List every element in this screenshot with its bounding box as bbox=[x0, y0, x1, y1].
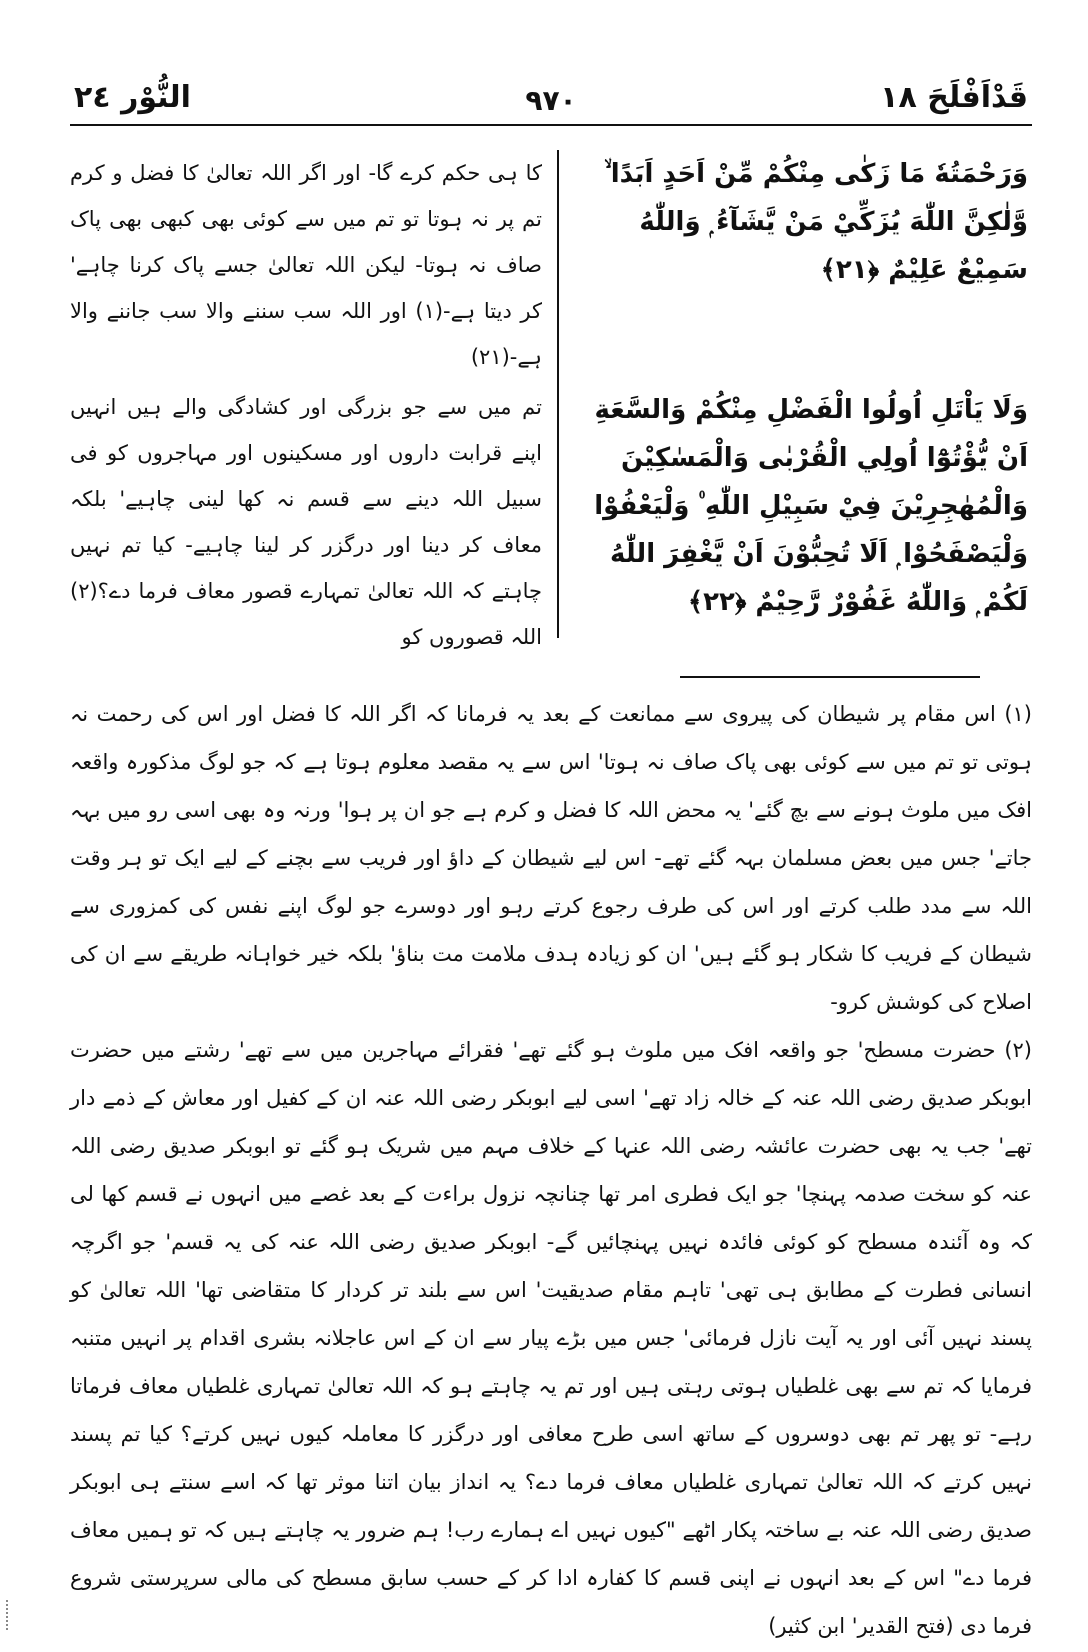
juz-title: قَدْاَفْلَحَ ١٨ bbox=[880, 80, 1028, 115]
arabic-verse-22: وَلَا يَاْتَلِ اُولُوا الْفَضْلِ مِنْكُمْ وَالسَّعَةِ اَنْ يُّؤْتُوْٓا اُولِي الْقُرْبٰى وَالْمَسٰكِيْنَ وَالْمُهٰجِرِيْنَ فِيْ سَبِيْلِ اللّٰهِ ۠ وَلْيَعْفُوْا وَلْيَصْفَحُوْا ۭ اَلَا تُحِبُّوْنَ اَنْ يَّغْفِرَ اللّٰهُ لَكُمْ ۭ وَاللّٰهُ غَفُوْرٌ رَّحِيْمٌ ﴿٢٢﴾ bbox=[594, 395, 1028, 617]
footnotes bbox=[70, 690, 1032, 1650]
footnote-divider bbox=[680, 676, 980, 678]
arabic-verse-21: وَرَحْمَتُهٗ مَا زَكٰى مِنْكُمْ مِّنْ اَحَدٍ اَبَدًا ۙ وَّلٰكِنَّ اللّٰهَ يُزَكِّيْ مَنْ يَّشَآءُ ۭ وَاللّٰهُ سَمِيْعٌ عَلِيْمٌ ﴿٢١﴾ bbox=[604, 159, 1028, 285]
page-header bbox=[74, 80, 1028, 124]
translation-column bbox=[70, 150, 542, 660]
footnote-1: (۱) اس مقام پر شیطان کی پیروی سے ممانعت کے بعد یہ فرمانا کہ اگر اللہ کا فضل اور اس کی رحمت نہ ہوتی تو تم میں سے کوئی بھی پاک صاف نہ ہوتا' اس سے یہ مقصد معلوم ہوتا ہے کہ جو لوگ مذکورہ واقعہ افک میں ملوث ہونے سے بچ گئے' یہ محض اللہ کا فضل و کرم ہے جو ان پر ہوا' ورنہ وہ بھی اسی رو میں بہہ جاتے' جس میں بعض مسلمان بہہ گئے تھے- اس لیے شیطان کے داؤ اور فریب سے بچنے کے لیے ایک تو ہر وقت اللہ سے مدد طلب کرتے اور اس کی طرف رجوع کرتے رہو اور دوسرے جو لوگ اپنے نفس کی کمزوری سے شیطان کے فریب کا شکار ہو گئے ہیں' ان کو زیادہ ہدف ملامت مت بناؤ' بلکہ خیر خواہانہ طریقے سے ان کی اصلاح کی کوشش کرو- bbox=[70, 702, 1032, 1014]
arabic-column bbox=[578, 150, 1028, 718]
translation-verse-21: کا ہی حکم کرے گا- اور اگر اللہ تعالیٰ کا فضل و کرم تم پر نہ ہوتا تو تم میں سے کوئی بھی کبھی بھی پاک صاف نہ ہوتا- لیکن اللہ تعالیٰ جسے پاک کرنا چاہے' کر دیتا ہے-(۱) اور اللہ سب سننے والا سب جاننے والا ہے-(۲۱) bbox=[70, 161, 543, 369]
translation-verse-22: تم میں سے جو بزرگی اور کشادگی والے ہیں انہیں اپنے قرابت داروں اور مسکینوں اور مہاجروں کو فی سبیل اللہ دینے سے قسم نہ کھا لینی چاہیے' بلکہ معاف کر دینا اور درگزر کر لینا چاہیے- کیا تم نہیں چاہتے کہ اللہ تعالیٰ تمہارے قصور معاف فرما دے؟(۲) اللہ قصوروں کو bbox=[70, 395, 542, 649]
column-divider bbox=[557, 150, 559, 638]
surah-title: النُّوْر ٢٤ bbox=[74, 80, 191, 115]
footnote-2: (۲) حضرت مسطح' جو واقعہ افک میں ملوث ہو گئے تھے' فقرائے مہاجرین میں سے تھے' رشتے میں حضرت ابوبکر صدیق رضی اللہ عنہ کے خالہ زاد تھے' اسی لیے ابوبکر رضی اللہ عنہ ان کے کفیل اور معاش کے ذمے دار تھے' جب یہ بھی حضرت عائشہ رضی اللہ عنہا کے خلاف مہم میں شریک ہو گئے تو ابوبکر صدیق رضی اللہ عنہ کو سخت صدمہ پہنچا' جو ایک فطری امر تھا چنانچہ نزول براءت کے بعد غصے میں انہوں نے قسم کھا لی کہ وہ آئندہ مسطح کو کوئی فائدہ نہیں پہنچائیں گے- ابوبکر صدیق رضی اللہ عنہ کی یہ قسم' جو اگرچہ انسانی فطرت کے مطابق ہی تھی' تاہم مقام صدیقیت' اس سے بلند تر کردار کا متقاضی تھا' اللہ تعالیٰ کو پسند نہیں آئی اور یہ آیت نازل فرمائی' جس میں بڑے پیار سے ان کے اس عاجلانہ بشری اقدام پر انہیں متنبہ فرمایا کہ تم سے بھی غلطیاں ہوتی رہتی ہیں اور تم یہ چاہتے ہو کہ اللہ تعالیٰ تمہاری غلطیاں معاف فرماتا رہے- تو پھر تم بھی دوسروں کے ساتھ اسی طرح معافی اور درگزر کا معاملہ کیوں نہیں کرتے؟ کیا تم پسند نہیں کرتے کہ اللہ تعالیٰ تمہاری غلطیاں معاف فرما دے؟ یہ انداز بیان اتنا موثر تھا کہ اسے سنتے ہی ابوبکر صدیق رضی اللہ عنہ بے ساختہ پکار اٹھے "کیوں نہیں اے ہمارے رب! ہم ضرور یہ چاہتے ہیں کہ تو ہمیں معاف فرما دے" اس کے بعد انہوں نے اپنی قسم کا کفارہ ادا کر کے حسب سابق مسطح کی مالی سرپرستی شروع فرما دی (فتح القدیر' ابن کثیر) bbox=[70, 1038, 1032, 1638]
header-divider bbox=[70, 124, 1032, 126]
page-number: ٩٧٠ bbox=[525, 84, 577, 117]
scan-edge-mark bbox=[6, 1600, 10, 1630]
